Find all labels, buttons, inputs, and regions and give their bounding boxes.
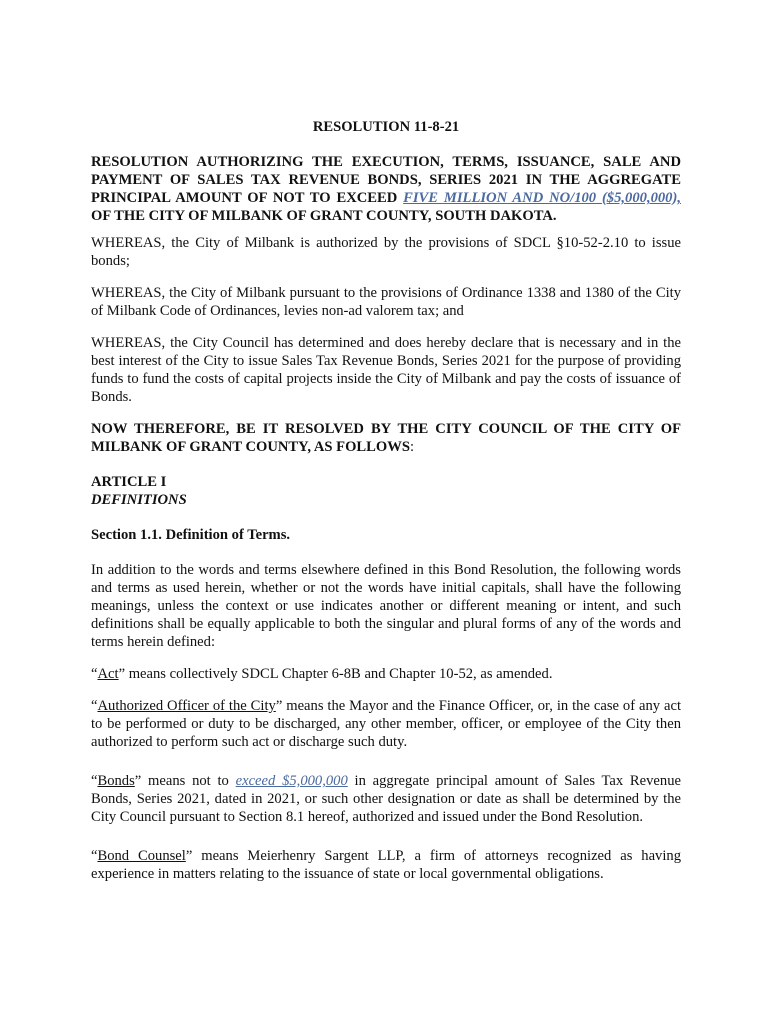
definition-authorized-officer-text: means the Mayor and the Finance Officer, or, in the case of any act to be performed or duty to be discharged, any other member, officer, or employee of the City then authorized to perform such act or discharge such duty. [91,698,681,750]
quote-open: “ [91,848,98,864]
quote-close: ” [134,773,142,789]
resolved-colon: : [409,439,415,455]
caption-text-2: OF THE CITY OF MILBANK OF GRANT COUNTY, SOUTH DAKOTA. [91,208,557,224]
bonds-amount-link[interactable]: exceed $5,000,000 [235,773,348,789]
resolution-caption [91,153,681,225]
quote-close: ” [118,666,126,682]
definition-bonds-text-1: means not to [141,773,236,789]
recital-3: WHEREAS, the City Council has determined and does hereby declare that is necessary and in the best interest of the City to issue Sales Tax Revenue Bonds, Series 2021 for the purpose of providing funds to fund the costs of capital projects inside the City of Milbank and pay the costs of issuance of Bonds. [91,335,681,405]
section-intro: In addition to the words and terms elsewhere defined in this Bond Resolution, the following words and terms as used herein, whether or not the words have initial capitals, shall have the following meanings, unless the context or use indicates another or different meaning or intent, and such definitions shall be equally applicable to both the singular and plural forms of any of the words and terms herein defined: [91,562,681,650]
quote-close: ” [275,698,283,714]
section-heading: Section 1.1. Definition of Terms. [91,527,291,543]
term-act: Act [97,666,119,682]
definition-bond-counsel [91,847,681,883]
resolved-text: NOW THEREFORE, BE IT RESOLVED BY THE CITY COUNCIL OF THE CITY OF MILBANK OF GRANT COUNTY, AS FOLLOWS [91,421,681,455]
resolved-clause [91,420,681,456]
article-name: DEFINITIONS [91,492,187,508]
quote-open: “ [91,773,98,789]
definition-bonds-text-2: in aggregate principal amount of Sales Tax Revenue Bonds, Series 2021, dated in 2021, or such other designation or date as shall be determined by the City Council pursuant to Section 8.1 hereof, authorized and issued under the Bond Resolution. [91,773,681,825]
caption-amount-link[interactable]: FIVE MILLION AND NO/100 ($5,000,000), [403,190,681,206]
definition-act-text: means collectively SDCL Chapter 6-8B and Chapter 10-52, as amended. [125,666,553,682]
definition-act [91,665,681,683]
recital-1: WHEREAS, the City of Milbank is authorized by the provisions of SDCL §10-52-2.10 to issue bonds; [91,235,681,269]
document-page [91,118,681,883]
term-authorized-officer: Authorized Officer of the City [97,698,276,714]
definition-authorized-officer [91,697,681,751]
recital-2: WHEREAS, the City of Milbank pursuant to the provisions of Ordinance 1338 and 1380 of the City of Milbank Code of Ordinances, levies non-ad valorem tax; and [91,285,681,319]
definition-bond-counsel-text: means Meierhenry Sargent LLP, a firm of attorneys recognized as having experience in matters relating to the issuance of state or local governmental obligations. [91,848,681,882]
resolution-title: RESOLUTION 11-8-21 [312,119,460,135]
quote-open: “ [91,698,98,714]
definition-bonds [91,772,681,826]
caption-text-1: RESOLUTION AUTHORIZING THE EXECUTION, TERMS, ISSUANCE, SALE AND PAYMENT OF SALES TAX REVENUE BONDS, SERIES 2021 IN THE AGGREGATE PRINCIPAL AMOUNT OF NOT TO EXCEED [91,154,681,206]
term-bonds: Bonds [97,773,135,789]
quote-close: ” [185,848,193,864]
term-bond-counsel: Bond Counsel [97,848,186,864]
article-number: ARTICLE I [91,474,167,490]
quote-open: “ [91,666,98,682]
